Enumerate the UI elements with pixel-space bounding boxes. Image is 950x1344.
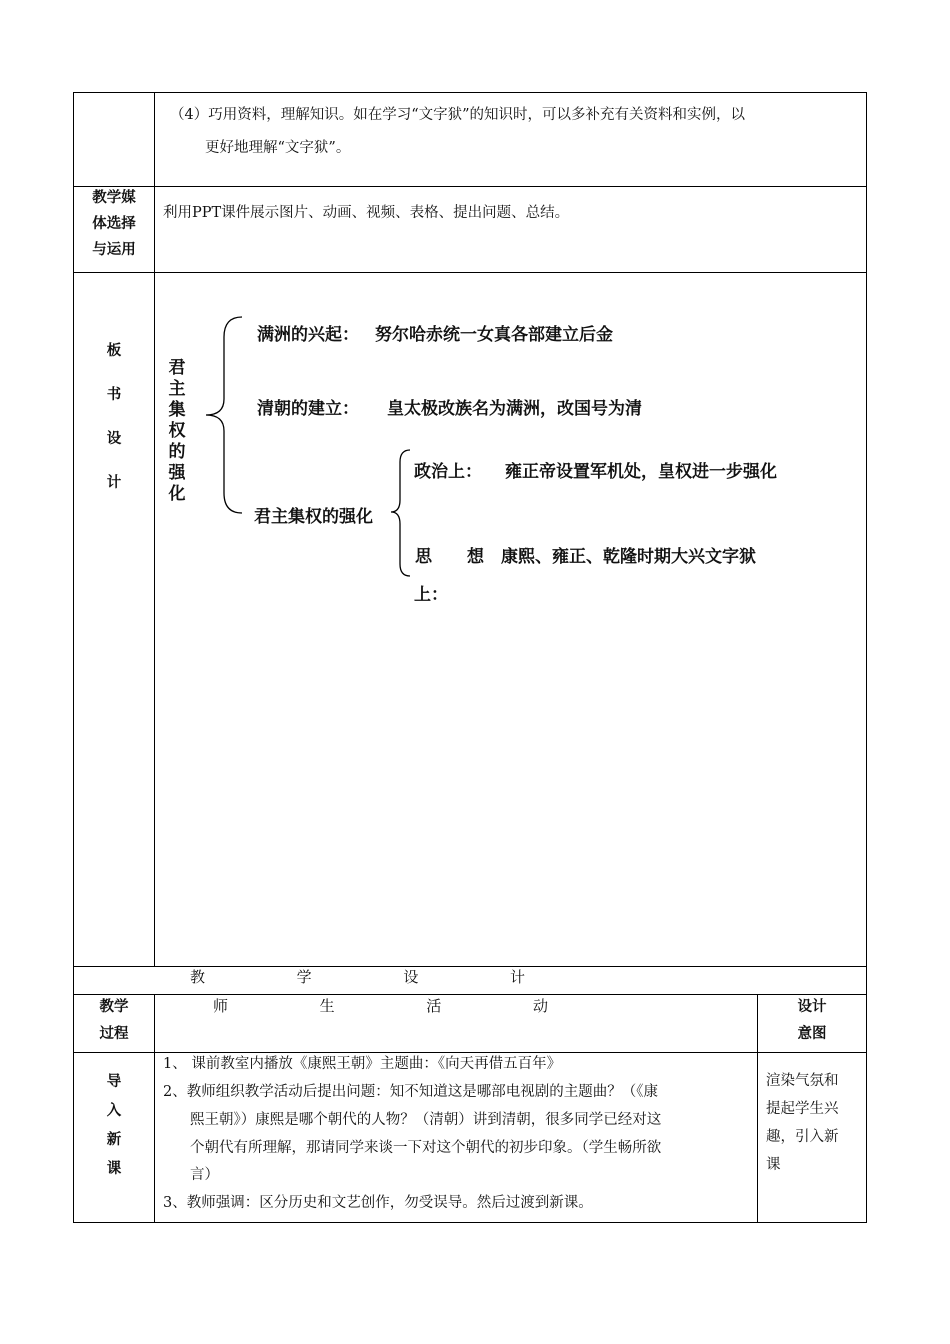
design-header-activities: 师 生 活 动 (213, 997, 548, 1015)
board-sub-2-label-c: 上： (414, 585, 448, 605)
intro-line: 1、 课前教室内播放《康熙王朝》主题曲：《向天再借五百年》 (163, 1056, 562, 1072)
board-item-3-label: 君主集权的强化 (254, 507, 373, 527)
design-title: 教 学 设 计 (190, 968, 525, 986)
table-bottom-border (73, 1222, 867, 1223)
tips-line-1: （4）巧用资料，理解知识。如在学习“文字狱”的知识时，可以多补充有关资料和实例，以 (170, 107, 746, 123)
design-header-process: 教学 过程 (99, 999, 129, 1042)
intro-label: 导 入 新 课 (106, 1074, 122, 1177)
media-content: 利用PPT课件展示图片、动画、视频、表格、提出问题、总结。 (163, 205, 570, 221)
lesson-plan-page: （4）巧用资料，理解知识。如在学习“文字狱”的知识时，可以多补充有关资料和实例，以 更好地理解“文字狱”。 教学媒 体选择 与运用 利用PPT课件展示图片、动画、视频、表格、提出问题、总结。 板 书 设 计 君 主 集 权 的 强 化 满洲的兴起： 努尔哈赤统一女真各部建立后金 清朝的建立： 皇太极改族名为满洲，改国号为清 君主集权的强化 政治上： 雍正帝设置军机处，皇权进一步强化 思 想 康熙、雍正、乾隆时期大兴文字狱 上： 教 学 设 计 教学 过程 师 生 活 动 设计 意图 导 入 新 课 1、 课前教室内播放《康熙王朝》主题曲：《向天再借五百年》 2、教师组织教学活动后提出问题：知不知道这是哪部电视剧的主题曲？（《康 熙王朝》）康熙是哪个朝代的人物？（清朝）讲到清朝，很多同学已经对这 个朝代有所理解，那请同学来谈一下对这个朝代的初步印象。（学生畅所欲 言） 3、教师强调：区分历史和文艺创作，勿受误导。然后过渡到新课。 渲染气氛和 提起学生兴 趣，引入新 课 (0, 0, 950, 1344)
board-sub-1-label: 政治上： (414, 462, 482, 482)
board-vertical-title: 君 主 集 权 的 强 化 (168, 358, 186, 504)
sub-brace (390, 448, 410, 578)
board-sub-2-label-a: 思 (415, 547, 432, 567)
label-column-divider (154, 92, 155, 966)
board-sub-1-text: 雍正帝设置军机处，皇权进一步强化 (505, 462, 777, 482)
design-header-intent: 设计 意图 (797, 999, 827, 1042)
intro-line: 言） (190, 1167, 219, 1183)
table-right-border (866, 92, 867, 1223)
table-top-border (73, 92, 867, 93)
board-item-2-label: 清朝的建立： (257, 399, 359, 419)
row-divider-media (73, 186, 867, 187)
intro-line: 个朝代有所理解，那请同学来谈一下对这个朝代的初步印象。（学生畅所欲 (190, 1140, 662, 1156)
board-item-1-text: 努尔哈赤统一女真各部建立后金 (375, 325, 613, 345)
design-col1-divider (154, 994, 155, 1223)
board-item-1-label: 满洲的兴起： (257, 325, 359, 345)
media-label: 教学媒 体选择 与运用 (92, 190, 136, 258)
intro-line: 2、教师组织教学活动后提出问题：知不知道这是哪部电视剧的主题曲？（《康 (163, 1084, 658, 1100)
board-sub-2-text: 康熙、雍正、乾隆时期大兴文字狱 (501, 547, 756, 567)
board-sub-2-label-b: 想 (467, 547, 484, 567)
intro-line: 熙王朝》）康熙是哪个朝代的人物？（清朝）讲到清朝，很多同学已经对这 (190, 1112, 662, 1128)
intro-line: 3、教师强调：区分历史和文艺创作，勿受误导。然后过渡到新课。 (163, 1195, 593, 1211)
row-divider-board (73, 272, 867, 273)
main-brace (202, 315, 242, 515)
board-item-2-text: 皇太极改族名为满洲，改国号为清 (387, 399, 642, 419)
tips-line-2: 更好地理解“文字狱”。 (205, 140, 351, 156)
